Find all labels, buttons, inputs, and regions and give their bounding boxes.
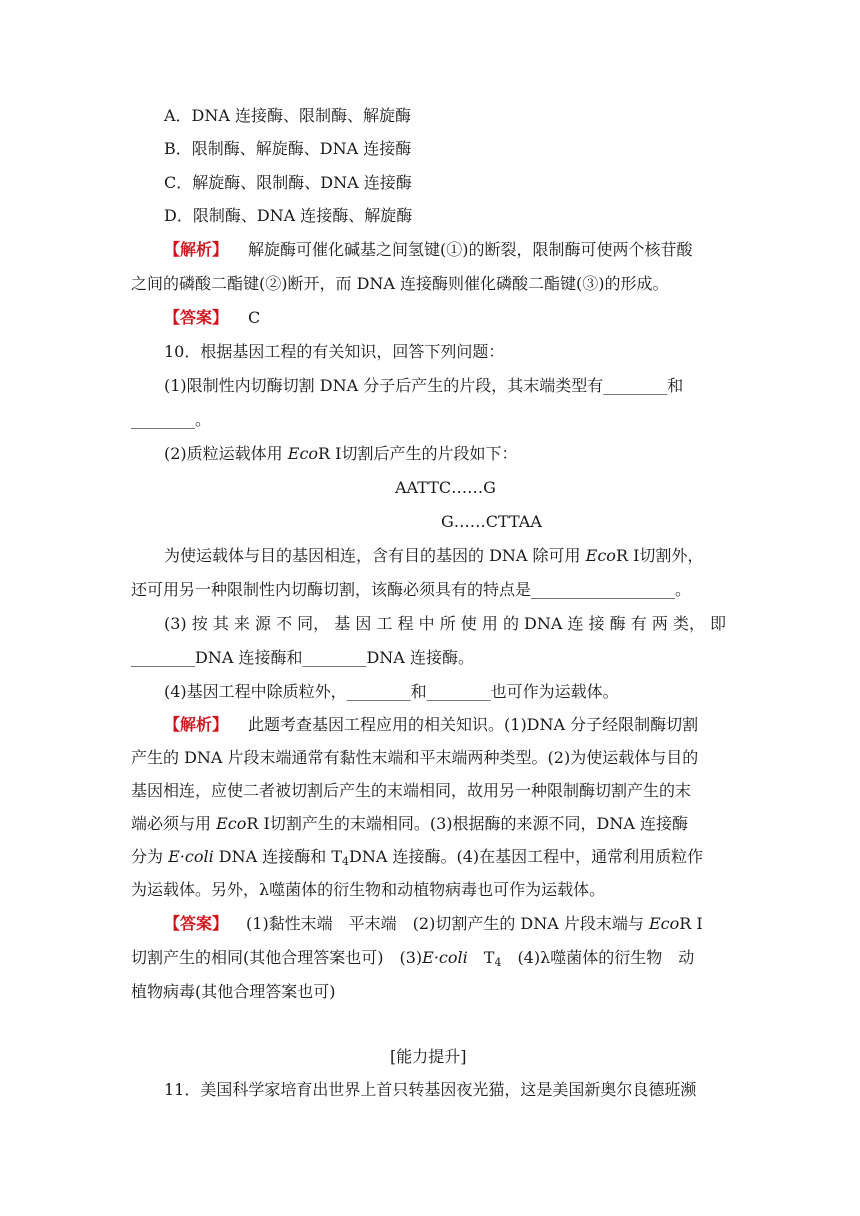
q9-option-b: B．限制酶、解旋酶、DNA 连接酶 — [164, 139, 412, 158]
analysis-tag: 【解析】 — [164, 240, 229, 259]
q10-part2-line4: 还可用另一种限制性内切酶切割，该酶必须具有的特点是__________________。 — [131, 580, 692, 599]
q10-part1-line1: (1)限制性内切酶切割 DNA 分子后产生的片段，其末端类型有________和 — [164, 376, 684, 395]
section-title: [能力提升] — [390, 1047, 467, 1066]
q9-option-c: C．解旋酶、限制酶、DNA 连接酶 — [164, 173, 412, 192]
q9-option-a: A．DNA 连接酶、限制酶、解旋酶 — [164, 106, 412, 125]
q11-stem: 11．美国科学家培育出世界上首只转基因夜光猫，这是美国新奥尔良德班濒 — [164, 1080, 697, 1099]
q10-part3-line1: (3) 按 其 来 源 不 同， 基 因 工 程 中 所 使 用 的 DNA 连 接 酶 有 两 类， 即 — [164, 614, 727, 633]
dna-sequence-bottom: G……CTTAA — [441, 512, 542, 531]
q10-analysis-line-6: 为运载体。另外，λ噬菌体的衍生物和动植物病毒也可作为运载体。 — [131, 880, 606, 899]
q10-answer-line-1: 【答案】 (1)黏性末端 平末端 (2)切割产生的 DNA 片段末端与 EcoR Ⅰ — [164, 914, 703, 933]
answer-tag: 【答案】 — [164, 914, 229, 933]
q10-part2-line3: 为使运载体与目的基因相连，含有目的基因的 DNA 除可用 EcoR Ⅰ切割外， — [164, 546, 704, 565]
q9-analysis-line-1: 【解析】 解旋酶可催化碱基之间氢键(①)的断裂，限制酶可使两个核苷酸 — [164, 240, 693, 259]
q10-answer-line-2: 切割产生的相同(其他合理答案也可) (3)E·coli $T_4$ (4)λ噬菌体的衍生物 动 — [131, 948, 695, 969]
q9-option-d: D．限制酶、DNA 连接酶、解旋酶 — [164, 206, 413, 225]
q10-analysis-line-2: 产生的 DNA 片段末端通常有黏性末端和平末端两种类型。(2)为使运载体与目的 — [131, 748, 699, 767]
q9-answer — [164, 306, 260, 330]
answer-tag: 【答案】 — [164, 308, 229, 327]
q10-part4: (4)基因工程中除质粒外，________和________也可作为运载体。 — [164, 682, 619, 701]
q10-part2: (2)质粒运载体用 EcoR Ⅰ切割后产生的片段如下： — [164, 444, 518, 463]
q10-analysis-line-5: 分为 E·coli DNA 连接酶和 $T_4DNA$ 连接酶。(4)在基因工程中，通常利用质粒作 — [131, 847, 704, 868]
analysis-tag: 【解析】 — [164, 715, 229, 734]
q10-part1-line2: ________。 — [131, 410, 212, 429]
q10-analysis-line-1: 【解析】 此题考查基因工程应用的相关知识。(1)DNA 分子经限制酶切割 — [164, 715, 699, 734]
q9-analysis-line-2: 之间的磷酸二酯键(②)断开，而 DNA 连接酶则催化磷酸二酯键(③)的形成。 — [131, 274, 669, 293]
q10-answer-line-3: 植物病毒(其他合理答案也可) — [131, 982, 336, 1001]
q10-analysis-line-3: 基因相连，应使二者被切割后产生的末端相同，故用另一种限制酶切割产生的末 — [131, 781, 692, 800]
q10-part3-line2: ________DNA 连接酶和________DNA 连接酶。 — [131, 648, 474, 667]
q10-stem: 10．根据基因工程的有关知识，回答下列问题： — [164, 342, 505, 361]
dna-sequence-top: AATTC……G — [395, 478, 496, 497]
q10-analysis-line-4: 端必须与用 EcoR Ⅰ切割产生的末端相同。(3)根据酶的来源不同，DNA 连接酶 — [131, 814, 688, 833]
q9-answer-value: C — [248, 308, 261, 327]
